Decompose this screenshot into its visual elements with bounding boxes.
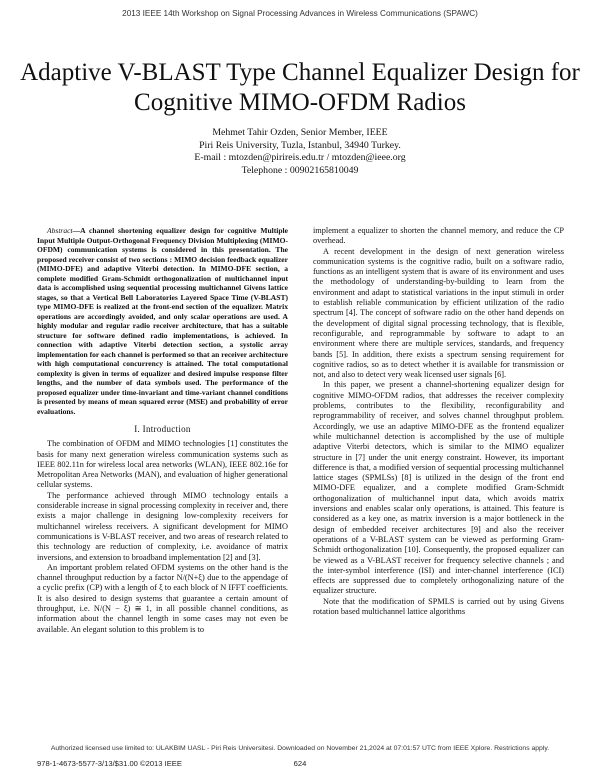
page-number: 624	[293, 759, 307, 768]
author-email: E-mail : mtozden@pirireis.edu.tr / mtozden@ieee.org	[194, 152, 406, 164]
author-phone: Telephone : 00902165810049	[241, 164, 359, 176]
isbn-copyright: 978-1-4673-5577-3/13/$31.00 ©2013 IEEE	[37, 759, 182, 768]
paragraph: The combination of OFDM and MIMO technologies [1] constitutes the basis for many next generation wireless communication systems such as IEEE 802.11n for wireless local area networks (WLAN), IEEE 802.16e for Metropolitan Area Networks (MAN), and evaluation of higher generational cellular systems.	[37, 439, 288, 490]
right-column	[313, 226, 564, 617]
abstract: Abstract—A channel shortening equalizer design for cognitive Multiple Input Multiple Output-Orthogonal Frequency Division Multiplexing (MIMO-OFDM) communication systems is considered in this presentation. The proposed receiver consist of two sections : MIMO decision feedback equalizer (MIMO-DFE) and adaptive Viterbi detection. In MIMO-DFE section, a complete modified Gram-Schmidt orthogonalization of multichannel input data is accomplished using sequential processing multichannel Givens lattice stages, so that a Vertical Bell Laboratories Layered Space Time (V-BLAST) type MIMO-DFE is realized at the front-end section of the equalizer. Matrix operations are accordingly avoided, and only scalar operations are used. A highly modular and regular radio receiver architecture, that has a suitable structure for software defined radio implementations, is achieved. In connection with adaptive Viterbi detection section, a systolic array implementation for each channel is performed so that an receiver architecture with high computational concurrency is attained. The total computational complexity is given in terms of equalizer and desired impulse response filter lengths, and the number of data symbols used. The performance of the proposed equalizer under time-invariant and time-variant channel conditions is presented by means of mean squared error (MSE) and probability of error evaluations.	[37, 226, 288, 416]
paragraph: implement a equalizer to shorten the channel memory, and reduce the CP overhead.	[313, 226, 564, 246]
paragraph: An important problem related OFDM systems on the other hand is the channel throughput reduction by a factor N/(N+ξ) due to the appendage of a cyclic prefix (CP) with a length of ξ to each block of N IFFT coefficients. It is also desired to design systems that guarantee a certain amount of throughput, i.e. N/(N − ξ) ≅ 1, in all possible channel conditions, as information about the channel length in some cases may not even be available. An elegant solution to this problem is to	[37, 562, 288, 634]
paper-title: Adaptive V-BLAST Type Channel Equalizer Design for Cognitive MIMO-OFDM Radios	[20, 59, 580, 116]
conference-header: 2013 IEEE 14th Workshop on Signal Processing Advances in Wireless Communications (SPAWC)	[122, 9, 478, 18]
author-affiliation: Piri Reis University, Tuzla, Istanbul, 34940 Turkey.	[199, 139, 401, 151]
left-column	[37, 226, 288, 635]
section-heading-introduction: I. Introduction	[134, 424, 191, 434]
license-notice: Authorized licensed use limited to: ULAKBIM UASL - Piri Reis Universitesi. Downloaded on November 21,2024 at 07:01:57 UTC from IEEE Xplore. Restrictions apply.	[50, 745, 550, 752]
paragraph: The performance achieved through MIMO technology entails a considerable increase in signal processing complexity in receiver and, there exists a major challenge in designing low-complexity receivers for multichannel wireless receivers. A significant development for MIMO communications is V-BLAST receiver, and two areas of research related to this technology are reduction of complexity, i.e. avoidance of matrix inversions, and extension to broadband implementation [2] and [3].	[37, 490, 288, 562]
paragraph: In this paper, we present a channel-shortening equalizer design for cognitive MIMO-OFDM radios, that addresses the receiver complexity problems, contributes to the flexibility, reconfigurability and reprogrammability of receiver, and solves channel throughput problem. Accordingly, we use an adaptive MIMO-DFE as the frontend equalizer while multichannel detection is accomplished by the use of multiple adaptive Viterbi detectors, which is similar to the MIMO equalizer structure in [7] under the unit energy constraint. However, its important difference is that, a modified version of sequential processing multichannel lattice stages (SPMLSs) [8] is utilized in the design of the front end MIMO-DFE equalizer, and a complete modified Gram-Schmidt orthogonalization of multichannel input data, which avoids matrix inversions and enables scalar only operations, is attained. This feature is considered as a key one, as matrix inversion is a major bottleneck in the design of embedded receiver architectures [9] and also the receiver operations of a V-BLAST system can be viewed as performing Gram-Schmidt orthogonalization [10]. Consequently, the proposed equalizer can be viewed as a V-BLAST receiver for frequency selective channels ; and the inter-symbol interference (ISI) and inter-channel interference (ICI) effects are suppressed due to completely orthogonalizing nature of the equalizer structure.	[313, 380, 564, 596]
paragraph: Note that the modification of SPMLS is carried out by using Givens rotation based multichannel lattice algorithms	[313, 596, 564, 616]
abstract-lead: Abstract	[47, 226, 73, 235]
author-block	[0, 127, 600, 177]
abstract-text: A channel shortening equalizer design for cognitive Multiple Input Multiple Output-Orthogonal Frequency Division Multiplexing (MIMO-OFDM) communication systems is considered in this presentation. The proposed receiver consist of two sections : MIMO decision feedback equalizer (MIMO-DFE) and adaptive Viterbi detection. In MIMO-DFE section, a complete modified Gram-Schmidt orthogonalization of multichannel input data is accomplished using sequential processing multichannel Givens lattice stages, so that a Vertical Bell Laboratories Layered Space Time (V-BLAST) type MIMO-DFE is realized at the front-end section of the equalizer. Matrix operations are accordingly avoided, and only scalar operations are used. A highly modular and regular radio receiver architecture, that has a suitable structure for software defined radio implementations, is achieved. In connection with adaptive Viterbi detection section, a systolic array implementation for each channel is performed so that an receiver architecture with high computational concurrency is attained. The total computational complexity is given in terms of equalizer and desired impulse response filter lengths, and the number of data symbols used. The performance of the proposed equalizer under time-invariant and time-variant channel conditions is presented by means of mean squared error (MSE) and probability of error evaluations.	[37, 226, 288, 416]
paragraph: A recent development in the design of next generation wireless communication systems is the cognitive radio, built on a software radio, functions as an intelligent system that is aware of its environment and uses the methodology of understanding-by-building to learn from the environment and adapt to statistical variations in the input stimuli in order to establish reliable communication by efficient utilization of the radio spectrum [4]. The concept of software radio on the other hand depends on the development of digital signal processing technology, that is flexible, reconfigurable, and reprogrammable by software to adapt to an environment where there are multiple services, standards, and frequency bands [5]. In addition, there exists a spectrum sensing requirement for cognitive radios, so as to detect whether it is available for transmission or not, and also to detect very weak licensed user signals [6].	[313, 246, 564, 380]
author-name: Mehmet Tahir Ozden, Senior Member, IEEE	[212, 127, 388, 138]
